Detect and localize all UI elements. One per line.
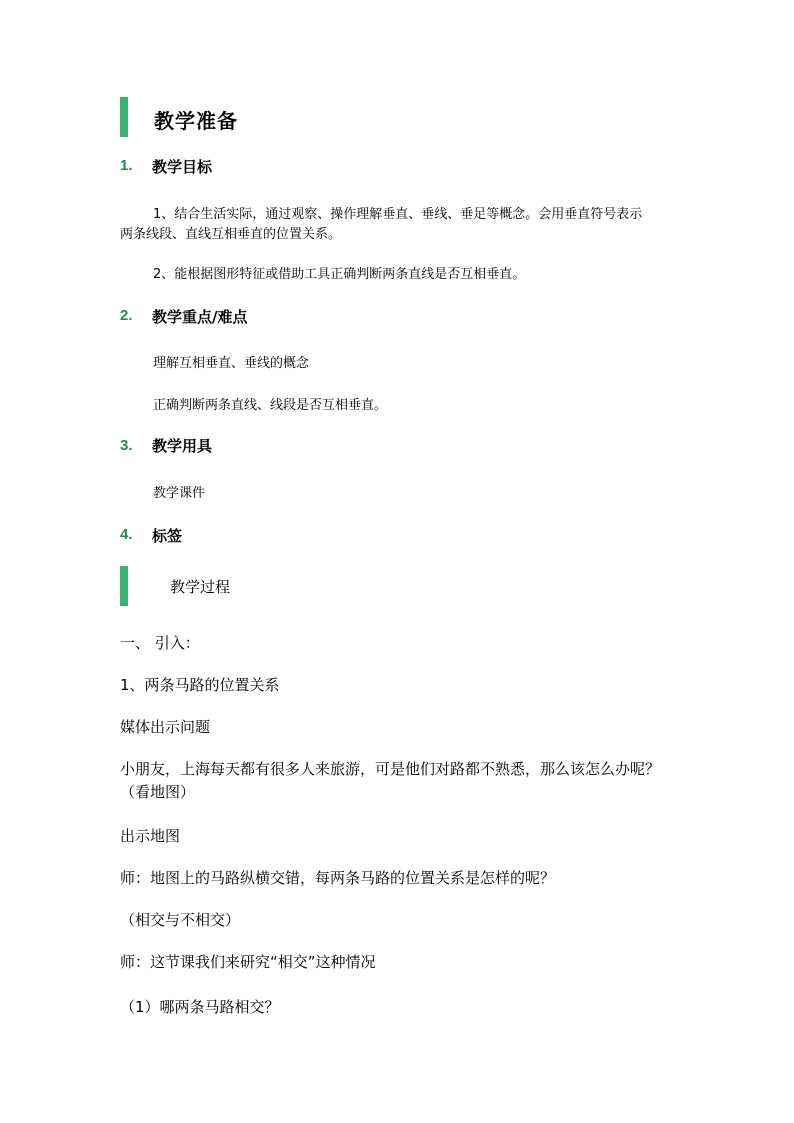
subheading: 1、两条马路的位置关系 [120, 676, 280, 694]
section-title: 教学过程 [170, 578, 231, 596]
paragraph: （相交与不相交） [120, 911, 241, 929]
item-title: 教学目标 [152, 158, 213, 176]
paragraph: 理解互相垂直、垂线的概念 [153, 356, 310, 371]
item-number: 1. [120, 157, 133, 174]
paragraph: 师：地图上的马路纵横交错，每两条马路的位置关系是怎样的呢？ [120, 869, 556, 887]
paragraph: 小朋友，上海每天都有很多人来旅游，可是他们对路都不熟悉，那么该怎么办呢？ [120, 760, 661, 778]
paragraph: （1）哪两条马路相交？ [120, 998, 280, 1016]
item-title: 教学用具 [152, 437, 213, 455]
paragraph: 媒体出示问题 [120, 718, 211, 736]
paragraph: 正确判断两条直线、线段是否互相垂直。 [153, 398, 388, 413]
paragraph: 2、能根据图形特征或借助工具正确判断两条直线是否互相垂直。 [153, 267, 526, 282]
paragraph: 1、结合生活实际，通过观察、操作理解垂直、垂线、垂足等概念。会用垂直符号表示 [153, 207, 643, 222]
section-title: 教学准备 [154, 109, 238, 133]
item-number: 4. [120, 526, 133, 543]
paragraph: 教学课件 [153, 486, 206, 501]
section-accent-bar [120, 566, 128, 606]
heading-intro: 一、 引入： [120, 634, 200, 652]
paragraph: （看地图） [120, 783, 196, 801]
item-number: 3. [120, 437, 133, 454]
section-accent-bar [120, 97, 128, 137]
paragraph: 出示地图 [120, 827, 181, 845]
item-title: 教学重点/难点 [152, 308, 248, 326]
item-number: 2. [120, 307, 133, 324]
item-title: 标签 [152, 527, 183, 545]
paragraph: 师：这节课我们来研究“相交”这种情况 [120, 953, 376, 971]
paragraph: 两条线段、直线互相垂直的位置关系。 [120, 227, 342, 242]
